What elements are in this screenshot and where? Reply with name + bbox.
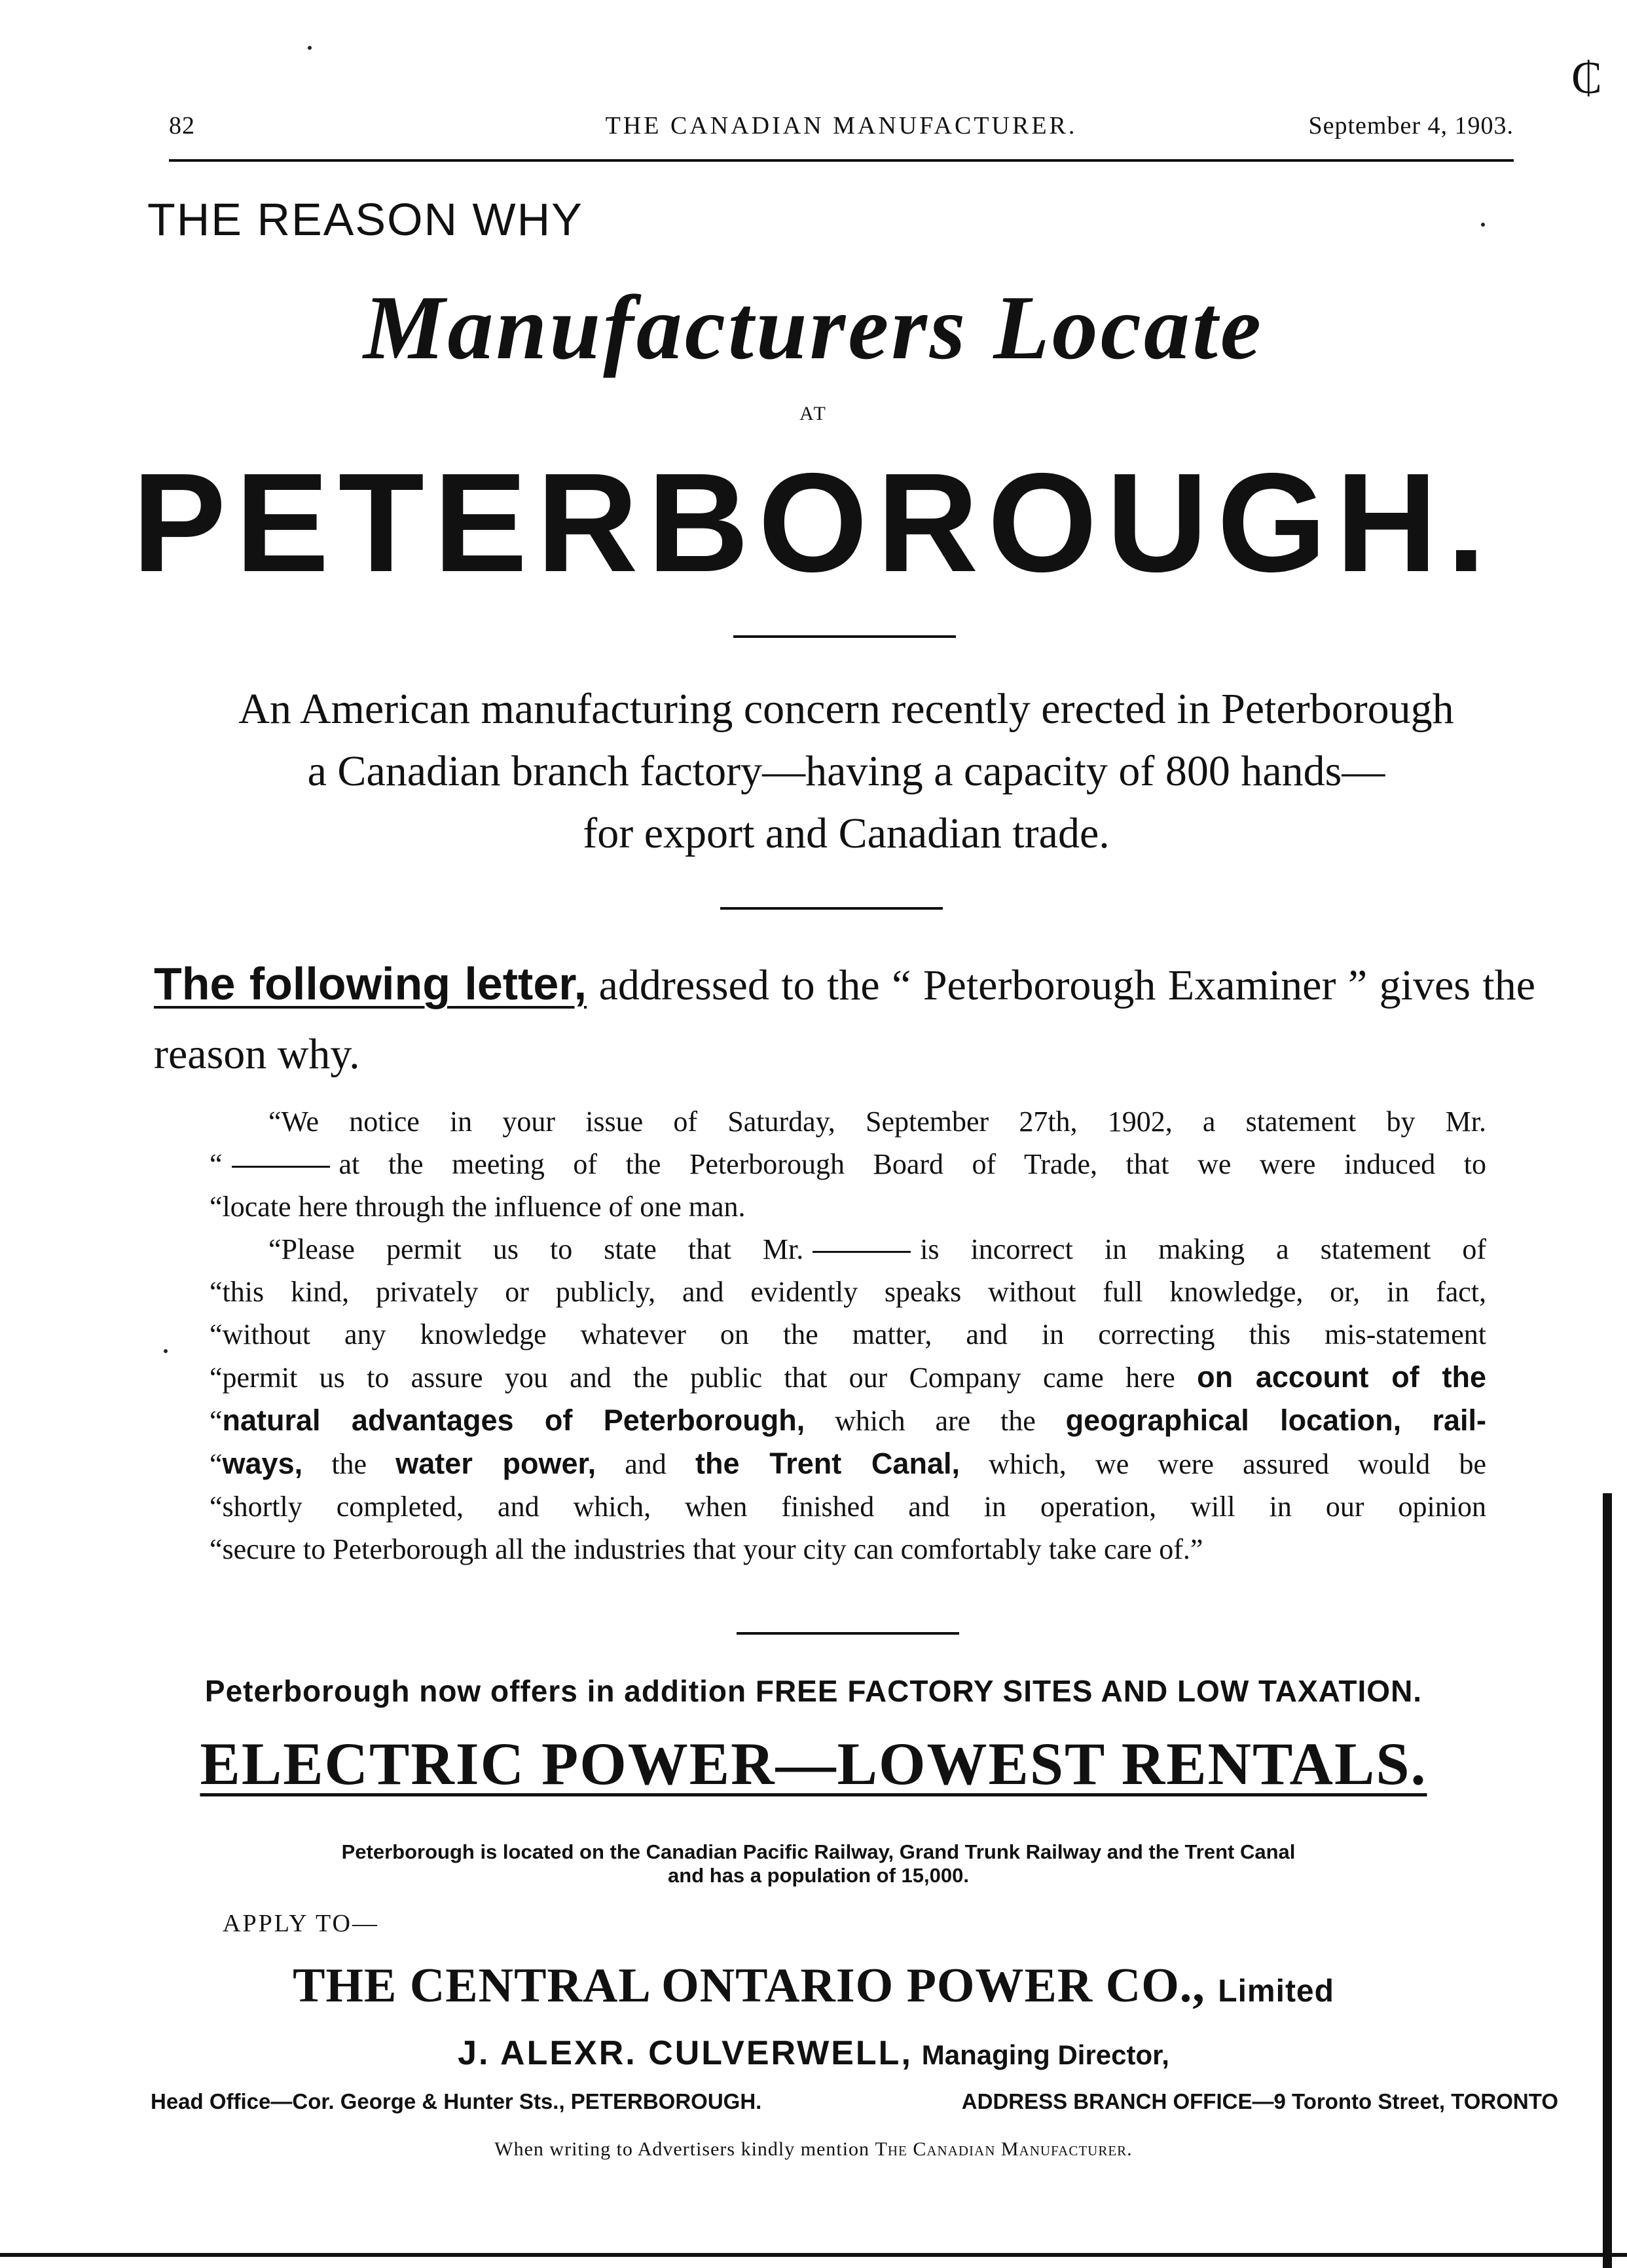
publication-mention: The Canadian Manufacturer. bbox=[875, 2138, 1133, 2160]
letter-line: “ways, the water power, and the Trent Canal, which, we were assured would be bbox=[210, 1447, 1486, 1480]
page-number: 82 bbox=[169, 112, 195, 139]
letter-line: “secure to Peterborough all the industries that your city can comfortably take care of.” bbox=[210, 1533, 1203, 1565]
header-rule bbox=[169, 159, 1514, 162]
intro-line: An American manufacturing concern recently erected in Peterborough bbox=[238, 685, 1454, 733]
quoted-letter bbox=[210, 1100, 1486, 1571]
letter-line: “We notice in your issue of Saturday, September 27th, 1902, a statement by Mr. bbox=[268, 1106, 1486, 1138]
company-suffix: Limited bbox=[1218, 1974, 1334, 2009]
headline-connector: AT bbox=[799, 403, 828, 424]
running-header bbox=[169, 111, 1514, 151]
scan-speck bbox=[1481, 223, 1485, 227]
name-blank bbox=[813, 1251, 911, 1253]
letter-line: “ at the meeting of the Peterborough Board of Trade, that we were induced to bbox=[210, 1148, 1486, 1180]
issue-date: September 4, 1903. bbox=[1308, 112, 1514, 139]
lead-in-paragraph bbox=[154, 950, 1535, 1088]
advertiser-note: When writing to Advertisers kindly mention The Canadian Manufacturer. bbox=[494, 2138, 1133, 2160]
company-name: THE CENTRAL ONTARIO POWER CO., Limited bbox=[293, 1959, 1334, 2013]
lead-in-text: addressed to the “ Peterborough Examiner ” gives the reason why. bbox=[154, 961, 1536, 1078]
headline-main: Manufacturers Locate bbox=[363, 277, 1264, 379]
kicker-heading: THE REASON WHY bbox=[147, 194, 583, 245]
letter-line: “without any knowledge whatever on the matter, and in correcting this mis-statement bbox=[210, 1318, 1486, 1350]
bottom-rule bbox=[0, 2253, 1627, 2257]
location-note: Peterborough is located on the Canadian Pacific Railway, Grand Trunk Railway and the Trent Canal and has a population of 15,000. bbox=[341, 1840, 1296, 1887]
divider bbox=[720, 907, 943, 910]
office-addresses bbox=[151, 2089, 1558, 2122]
head-office: Head Office—Cor. George & Hunter Sts., PETERBOROUGH. bbox=[151, 2089, 762, 2113]
contact-role: Managing Director, bbox=[921, 2039, 1169, 2070]
letter-line: “this kind, privately or publicly, and evidently speaks without full knowledge, or, in fact, bbox=[210, 1276, 1486, 1308]
contact-name: J. ALEXR. CULVERWELL, bbox=[458, 2034, 913, 2072]
name-blank bbox=[232, 1166, 330, 1168]
scan-speck bbox=[308, 46, 312, 50]
contact-line bbox=[0, 2034, 1627, 2073]
apply-to-label: APPLY TO— bbox=[223, 1910, 379, 1937]
scan-edge bbox=[1603, 1493, 1612, 2268]
letter-line: “permit us to assure you and the public that our Company came here on account of the bbox=[210, 1360, 1486, 1394]
letter-line: “natural advantages of Peterborough, which are the geographical location, rail- bbox=[210, 1404, 1486, 1437]
letter-line: “locate here through the influence of one man. bbox=[210, 1191, 746, 1223]
intro-line: a Canadian branch factory—having a capacity of 800 hands— bbox=[307, 747, 1385, 795]
intro-paragraph bbox=[131, 678, 1562, 864]
electric-power-heading: ELECTRIC POWER—LOWEST RENTALS. bbox=[200, 1730, 1427, 1797]
scan-speck bbox=[164, 1349, 168, 1353]
publication-title: THE CANADIAN MANUFACTURER. bbox=[605, 112, 1078, 139]
lead-in-bold: The following letter, bbox=[154, 958, 587, 1009]
intro-line: for export and Canadian trade. bbox=[583, 809, 1110, 857]
letter-line: “Please permit us to state that Mr. is incorrect in making a statement of bbox=[268, 1233, 1486, 1265]
divider bbox=[733, 635, 956, 638]
letter-line: “shortly completed, and which, when finished and in operation, will in our opinion bbox=[210, 1491, 1486, 1523]
printer-mark-icon: ₵ bbox=[1571, 53, 1602, 103]
branch-office: ADDRESS BRANCH OFFICE—9 Toronto Street, TORONTO bbox=[961, 2089, 1558, 2113]
headline-city: PETERBOROUGH. bbox=[132, 443, 1495, 601]
offers-line: Peterborough now offers in addition FREE FACTORY SITES AND LOW TAXATION. bbox=[204, 1674, 1423, 1708]
divider bbox=[737, 1632, 959, 1635]
